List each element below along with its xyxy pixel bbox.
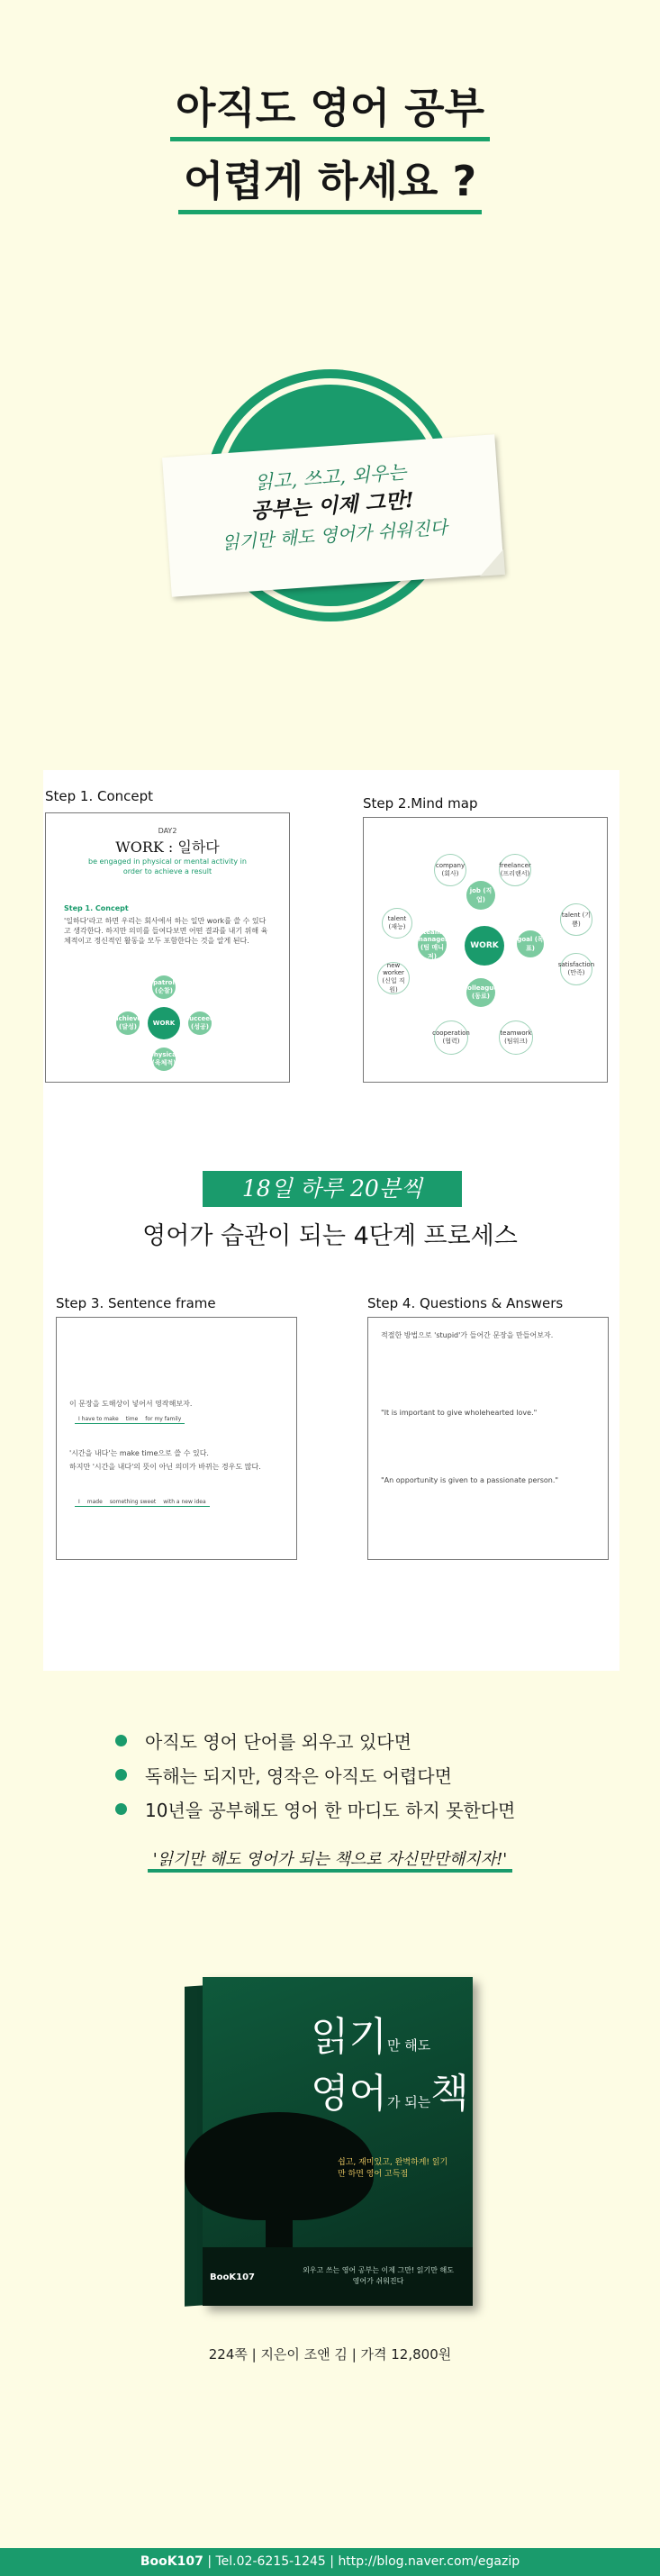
step2-node: cooperation (협력) xyxy=(434,1020,468,1055)
step3-cell: with a new idea xyxy=(159,1498,209,1507)
note-line-2: 공부는 이제 그만! xyxy=(249,487,415,524)
note-line-1: 읽고, 쓰고, 외우는 xyxy=(254,461,408,494)
step1-subtitle: be engaged in physical or mental activity in order to achieve a result xyxy=(88,857,247,875)
sticky-note xyxy=(162,434,504,596)
step1-node: patrol (순찰) xyxy=(152,975,176,999)
banner-18days: 18일 하루 20분씩 xyxy=(203,1171,462,1207)
quote xyxy=(0,1846,660,1870)
step3-cell: something sweet xyxy=(106,1498,159,1507)
bullet-list xyxy=(115,1723,515,1826)
note-line-3: 읽기만 해도 영어가 쉬워진다 xyxy=(221,516,448,554)
step3-sentence-table-2 xyxy=(75,1498,210,1507)
step3-cell: time xyxy=(122,1415,142,1424)
step1-title: WORK : 일하다 xyxy=(115,839,220,856)
step2-node: company (회사) xyxy=(434,854,466,886)
bullet-dot-icon xyxy=(115,1803,127,1815)
bullet-text: 아직도 영어 단어를 외우고 있다면 xyxy=(145,1730,411,1753)
footer-url[interactable]: http://blog.naver.com/egazip xyxy=(338,2554,520,2569)
step1-node: achieve (달성) xyxy=(116,1011,140,1035)
step3-sentence-table-1 xyxy=(75,1415,185,1424)
bullet-item xyxy=(115,1791,515,1826)
step4-intro: 적절한 방법으로 'stupid'가 들어간 문장을 만들어보자. xyxy=(381,1331,554,1339)
book-title xyxy=(311,2013,469,2127)
bullet-text: 독해는 되지만, 영작은 아직도 어렵다면 xyxy=(145,1764,452,1787)
book-bottom-text: 외우고 쓰는 영어 공부는 이제 그만! 읽기만 해도 영어가 쉬워진다 xyxy=(303,2266,454,2285)
bullet-text: 10년을 공부해도 영어 한 마디도 하지 못한다면 xyxy=(145,1799,516,1821)
book-cover xyxy=(203,1977,473,2306)
step2-node: job (직업) xyxy=(466,881,495,910)
step1-center-node: WORK xyxy=(148,1007,180,1039)
step2-node: colleague (동료) xyxy=(466,978,495,1007)
step2-node: new worker (신입 직원) xyxy=(377,962,410,994)
step1-node: succeed (성공) xyxy=(188,1011,212,1035)
book-publisher-logo: BooK107 xyxy=(210,2272,255,2282)
step3-body3: 하지만 '시간을 내다'의 뜻이 아닌 의미가 바뀌는 경우도 많다. xyxy=(69,1463,261,1471)
book-tagline: 쉽고, 재미있고, 완벽하게! 읽기만 하면 영어 고득점 xyxy=(338,2158,448,2179)
step3-cell: I have to make xyxy=(75,1415,122,1424)
step2-node: team manager (팀 매니저) xyxy=(416,929,448,960)
step2-page xyxy=(363,817,608,1083)
bullet-item xyxy=(115,1723,515,1757)
bullet-dot-icon xyxy=(115,1769,127,1781)
book-title-2: 영어 xyxy=(311,2071,388,2117)
step2-node: freelancer (프리랜서) xyxy=(499,854,531,886)
bullet-item xyxy=(115,1757,515,1791)
step4-page xyxy=(367,1317,609,1560)
footer-brand: BooK107 xyxy=(140,2554,203,2569)
footer-tel: Tel.02-6215-1245 xyxy=(215,2554,326,2569)
step1-day: DAY2 xyxy=(158,827,177,835)
step3-cell: I xyxy=(75,1498,84,1507)
step3-page xyxy=(56,1317,297,1560)
book-title-2-small: 가 되는 xyxy=(387,2094,431,2110)
step3-cell: for my family xyxy=(141,1415,185,1424)
note-fold xyxy=(478,549,505,576)
book-title-3: 책 xyxy=(430,2071,469,2117)
book-title-1-small: 만 해도 xyxy=(387,2037,431,2054)
step3-cell: made xyxy=(84,1498,106,1507)
book-title-1: 읽기 xyxy=(311,2014,388,2060)
step2-center-node: WORK xyxy=(465,926,504,966)
step2-node: goal (목표) xyxy=(517,930,544,957)
quote-text: '읽기만 해도 영어가 되는 책으로 자신만만해지자!' xyxy=(148,1850,513,1873)
step3-label: Step 3. Sentence frame xyxy=(56,1295,216,1311)
process-subtitle: 영어가 습관이 되는 4단계 프로세스 xyxy=(142,1222,518,1250)
footer: BooK107 | Tel.02-6215-1245 | http://blog.naver.com/egazip xyxy=(0,2548,660,2576)
step3-body2: '시간을 내다'는 make time으로 쓸 수 있다. xyxy=(69,1449,209,1457)
step4-label: Step 4. Questions & Answers xyxy=(367,1295,564,1311)
book-info: 224쪽 | 지은이 조앤 김 | 가격 12,800원 xyxy=(208,2346,452,2363)
step4-question-2: "An opportunity is given to a passionate person." xyxy=(381,1476,559,1484)
step1-label: Step 1. Concept xyxy=(45,788,154,804)
step2-node: talent (재능) xyxy=(382,908,412,939)
step1-page xyxy=(45,812,290,1083)
step1-body: '일하다'라고 하면 우리는 회사에서 하는 일만 work를 쓸 수 있다고 생각한다. 하지만 의미를 들여다보면 어떤 결과를 내기 위해 육체적이고 정신적인 활동을 모두 포함한다는 것을 알게 된다. xyxy=(64,917,268,945)
headline xyxy=(0,83,660,229)
step2-node: teamwork (팀워크) xyxy=(499,1020,533,1055)
step1-concept-heading: Step 1. Concept xyxy=(64,904,129,912)
step4-question-1: "It is important to give wholehearted love." xyxy=(381,1409,538,1417)
bullet-dot-icon xyxy=(115,1735,127,1746)
step2-label: Step 2.Mind map xyxy=(363,795,478,812)
headline-line-1: 아직도 영어 공부 xyxy=(170,83,490,141)
headline-line-2: 어렵게 하세요 ? xyxy=(178,156,482,214)
step2-node: talent (기쁨) xyxy=(560,903,592,936)
step1-node: physical (육체적) xyxy=(152,1048,176,1071)
step3-body1: 이 문장을 도해상이 넣어서 영작해보자. xyxy=(69,1400,193,1408)
step2-node: satisfaction (만족) xyxy=(560,953,592,985)
